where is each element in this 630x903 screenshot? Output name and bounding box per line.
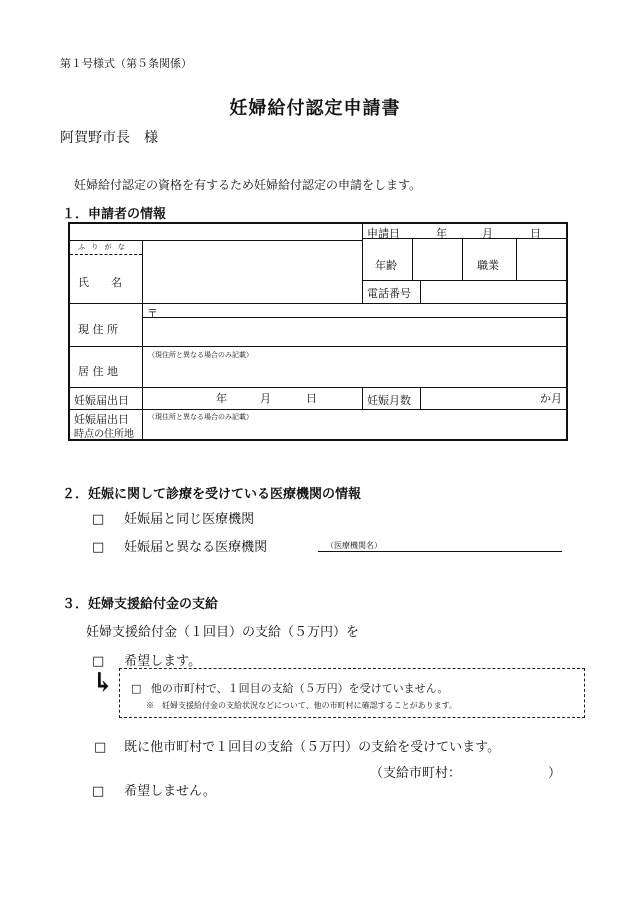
address-label: 現 住 所 [78, 323, 118, 336]
checkbox-icon[interactable]: □ [92, 512, 105, 527]
sub-option-label: 他の市町村で、１回目の支給（５万円）を受けていません。 [150, 682, 449, 695]
sub-option[interactable] [131, 680, 448, 696]
pregnancy-date-label: 妊娠届出日 [74, 394, 129, 407]
institution-name-line[interactable] [318, 551, 562, 552]
sub-option-note: ※ 妊婦支援給付金の支給状況などについて、他の市町村に確認することがあります。 [146, 701, 458, 710]
checkbox-icon[interactable]: □ [131, 682, 142, 695]
furigana-label: ふ り が な [78, 243, 127, 251]
months-unit: か月 [540, 392, 562, 405]
notification-address-note: （現住所と異なる場合のみ記載） [148, 413, 253, 421]
checkbox-icon[interactable]: □ [92, 784, 105, 799]
phone-label: 電話番号 [367, 287, 411, 300]
checkbox-icon[interactable]: □ [94, 740, 107, 755]
notification-address-label-2: 時点の住所地 [74, 429, 134, 440]
section3-heading: ３．妊婦支援給付金の支給 [62, 597, 219, 612]
pregnancy-date-year: 年 [216, 392, 227, 405]
section1-heading: １．申請者の情報 [62, 207, 167, 222]
application-date-label: 申請日 [367, 227, 400, 240]
option-different-label: 妊娠届と異なる医療機関 [124, 540, 268, 555]
addressee: 阿賀野市長 様 [60, 130, 158, 146]
residence-note: （現住所と異なる場合のみ記載） [148, 351, 253, 359]
paying-municipality-label: （支給市町村： [370, 766, 462, 781]
checkbox-icon[interactable]: □ [92, 654, 105, 669]
checkbox-icon[interactable]: □ [92, 540, 105, 555]
applicant-table [68, 222, 568, 441]
option-want[interactable] [92, 650, 201, 669]
page-title: 妊婦給付認定申請書 [229, 98, 401, 119]
pregnancy-date-day: 日 [306, 392, 317, 405]
application-date-day: 日 [530, 227, 541, 240]
option-same-institution[interactable] [92, 508, 254, 527]
intro-text: 妊婦給付認定の資格を有するため妊婦給付認定の申請をします。 [74, 178, 422, 192]
option-want-label: 希望します。 [124, 654, 202, 669]
option-already-label: 既に他市町村で１回目の支給（５万円）の支給を受けています。 [124, 740, 501, 755]
postal-mark: 〒 [147, 307, 158, 320]
option-not-want-label: 希望しません。 [124, 784, 216, 799]
section3-intro: 妊婦支援給付金（１回目）の支給（５万円）を [86, 625, 360, 640]
form-number: 第１号様式（第５条関係） [60, 57, 192, 70]
section2-heading: ２．妊娠に関して診療を受けている医療機関の情報 [62, 487, 362, 502]
arrow-icon: ↳ [92, 668, 114, 698]
occupation-label: 職業 [477, 259, 499, 272]
name-label: 氏 名 [78, 276, 122, 289]
age-label: 年齢 [375, 259, 397, 272]
pregnancy-months-label: 妊娠月数 [367, 394, 411, 407]
institution-name-placeholder: （医療機関名） [326, 541, 382, 550]
residence-label: 居 住 地 [78, 365, 118, 378]
notification-address-label-1: 妊娠届出日 [74, 413, 129, 426]
option-already[interactable] [94, 736, 500, 755]
pregnancy-date-month: 月 [260, 392, 271, 405]
option-not-want[interactable] [92, 780, 216, 799]
paying-municipality-close: ） [548, 766, 562, 781]
application-date-year: 年 [436, 227, 447, 240]
application-date-month: 月 [482, 227, 493, 240]
option-different-institution[interactable] [92, 536, 267, 555]
option-same-label: 妊娠届と同じ医療機関 [124, 512, 255, 527]
